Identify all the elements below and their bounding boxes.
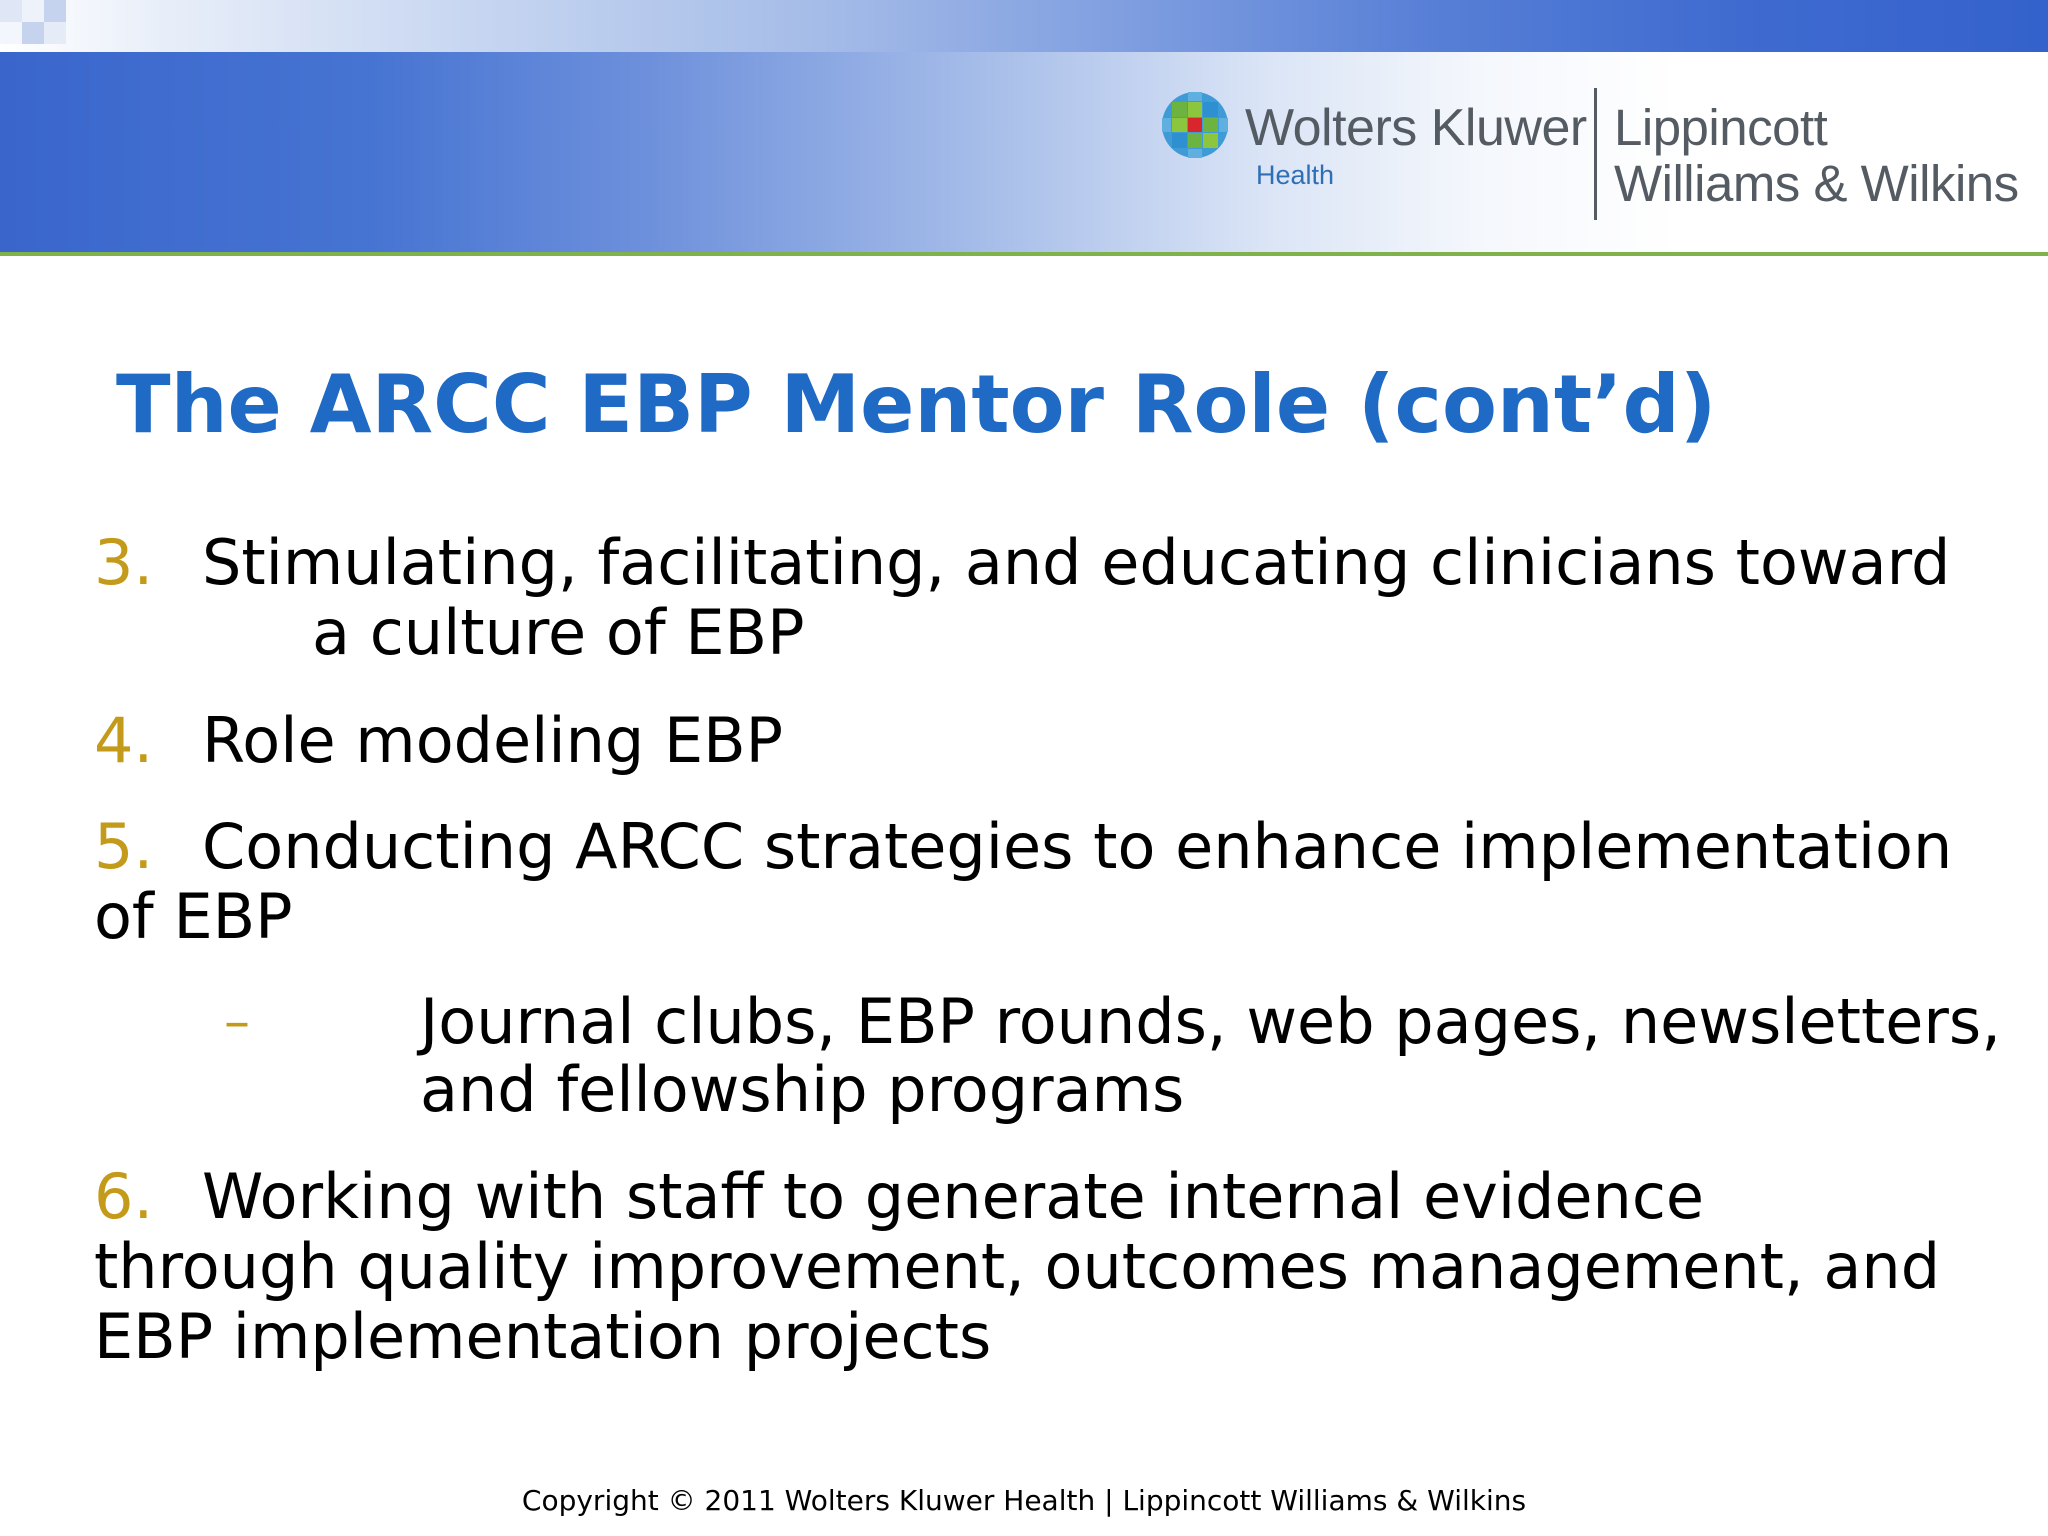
publisher-name-line1: Lippincott <box>1614 99 1828 156</box>
list-item-text-continued-2: EBP implementation projects <box>94 1300 992 1373</box>
list-item-6 <box>94 1162 1940 1372</box>
list-number: 5. <box>94 810 154 883</box>
list-item-text-continued: of EBP <box>94 880 293 953</box>
logo-divider <box>1594 88 1597 220</box>
publisher-name-line2: Williams & Wilkins <box>1614 155 2019 212</box>
list-item-text: Role modeling EBP <box>202 704 784 777</box>
sub-list-item <box>224 985 2001 1126</box>
list-item-text-continued: a culture of EBP <box>312 596 805 669</box>
header-top-stripe <box>0 0 2048 52</box>
sub-item-text-continued: and fellowship programs <box>420 1053 1185 1126</box>
list-number: 4. <box>94 704 154 777</box>
corner-decoration <box>0 0 90 52</box>
company-name: Wolters Kluwer <box>1245 99 1587 157</box>
list-item-text: Conducting ARCC strategies to enhance implementation <box>202 810 1953 883</box>
list-item-4 <box>94 706 783 776</box>
list-number: 3. <box>94 526 154 599</box>
sub-item-text: Journal clubs, EBP rounds, web pages, newsletters, <box>420 985 2001 1058</box>
list-item-text: Stimulating, facilitating, and educating clinicians toward <box>202 526 1951 599</box>
wolters-kluwer-logo-icon <box>1160 90 1230 160</box>
list-item-text-continued: through quality improvement, outcomes management, and <box>94 1230 1941 1303</box>
list-item-text: Working with staff to generate internal evidence <box>202 1160 1705 1233</box>
list-item-3 <box>94 528 1994 668</box>
dash-bullet-icon: – <box>224 992 250 1052</box>
company-division: Health <box>1256 160 1335 190</box>
content-list <box>94 526 2001 1373</box>
header-divider-line <box>0 252 2048 256</box>
list-number: 6. <box>94 1160 154 1233</box>
list-item-5 <box>94 812 1952 952</box>
copyright-text: Copyright © 2011 Wolters Kluwer Health | Lippincott Williams & Wilkins <box>521 1484 1527 1517</box>
copyright-footer <box>0 1484 2048 1517</box>
slide-title: The ARCC EBP Mentor Role (cont’d) <box>116 358 1717 451</box>
